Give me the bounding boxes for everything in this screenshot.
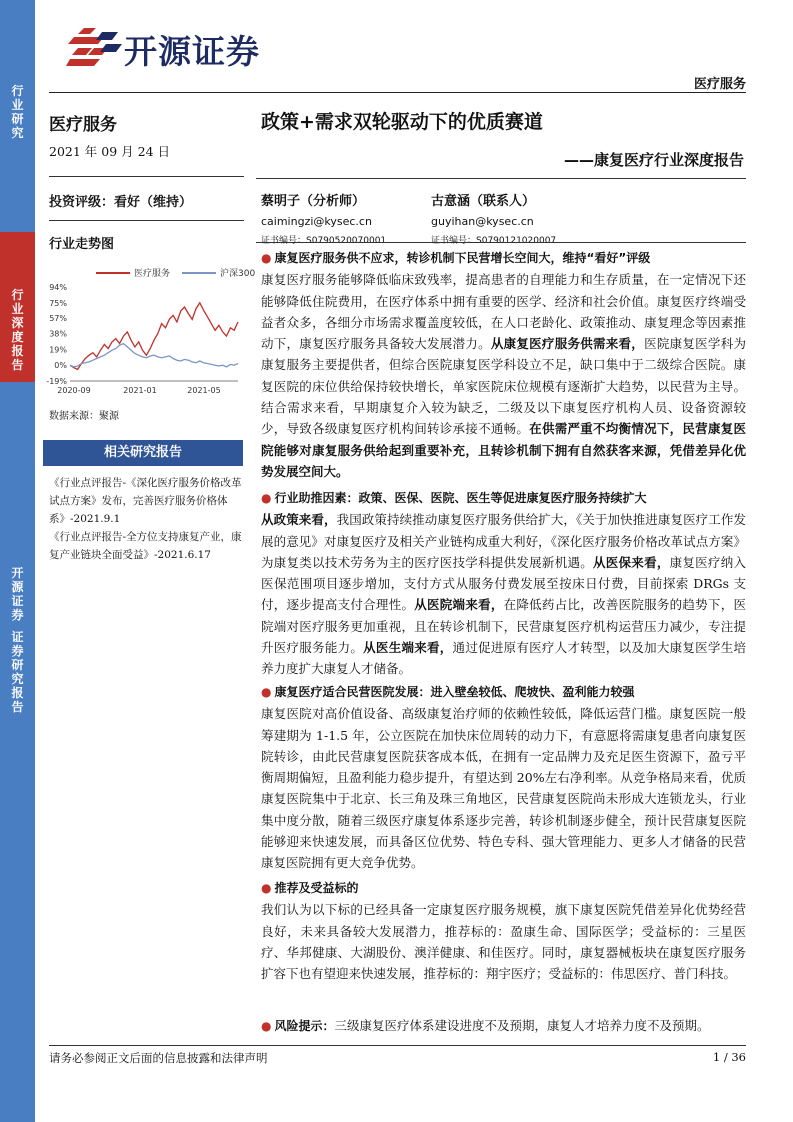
sidebar-char: 行 — [11, 84, 24, 98]
analyst-name: 蔡明子（分析师） — [261, 194, 366, 209]
section-4 — [261, 878, 746, 984]
sidebar-char: 证 — [11, 630, 24, 644]
sidebar-char: 行 — [11, 288, 24, 302]
section-heading-text: 行业助推因素：政策、医保、医院、医生等促进康复医疗服务持续扩大 — [274, 491, 647, 505]
sidebar-char: 告 — [11, 700, 24, 714]
x-tick-label: 2020-09 — [57, 386, 91, 395]
paragraph-text: 我们认为以下标的已经具备一定康复医疗服务规模，旗下康复医院凭借差异化优势经营良好，未来具备较大发展潜力，推荐标的：盈康生命、国际医学；受益标的：三星医疗、华邦健康、大湖股份、澳洋健康、和佳医疗。同时，康复器械板块在康复医疗服务扩容下也有望迎来快速发展，推荐标的：翔宇医疗；受益标的：伟思医疗、普门科技。 — [261, 902, 746, 982]
y-tick-label: -19% — [46, 377, 67, 386]
sidebar-tab-industry-research — [0, 84, 35, 140]
section-5 — [261, 1015, 746, 1037]
paragraph-bold-text: 从医院端来看， — [414, 597, 504, 613]
sidebar-char: 深 — [11, 316, 24, 330]
company-logo — [66, 24, 306, 71]
sidebar-char: 究 — [11, 126, 24, 140]
related-reports-list — [49, 474, 244, 564]
sidebar-char: 告 — [11, 358, 24, 372]
bullet-icon: ● — [261, 251, 272, 265]
section-heading-text: 推荐及受益标的 — [274, 881, 359, 895]
sidebar-char: 业 — [11, 302, 24, 316]
sidebar-char: 券 — [11, 644, 24, 658]
sidebar-char: 究 — [11, 672, 24, 686]
x-tick-label: 2021-01 — [123, 386, 157, 395]
legend-label: 医疗服务 — [134, 269, 171, 279]
logo-text: 开源证券 — [124, 32, 260, 71]
left-sidebar — [0, 0, 35, 1122]
paragraph-text: 康复医院对高价值设备、高级康复治疗师的依赖性较低，降低运营门槛。康复医院一般筹建期为 1-1.5 年，公立医院在加快床位周转的动力下，有意愿将需康复患者向康复医院转诊，由此民营康复医院获客成本低，在拥有一定品牌力及充足医生资源下，盈亏平衡周期偏短，且盈利能力稳步提升，有望达到 20%左右净利率。从竞争格局来看，优质康复医院集中于北京、长三角及珠三角地区，民营康复医院尚未形成大连锁龙头，行业集中度分散，随着三级医疗康复体系逐步完善，转诊机制逐步健全，预计民营康复医院能够迎来快速发展，而具备区位优势、特色专科、强大管理能力、更多人才储备的民营康复医院拥有更大竞争优势。 — [261, 706, 746, 871]
section-paragraph — [261, 509, 746, 679]
left-divider — [49, 176, 244, 177]
investment-rating: 投资评级：看好（维持） — [49, 195, 193, 210]
paragraph-bold-text: 在供需严重不均衡情况下，民营康复医院能够对康复服务供给起到重要补充，且转诊机制下拥有自然获客来源，凭借差异化优势发展空间大。 — [261, 421, 746, 479]
sidebar-char: 证 — [11, 594, 24, 608]
section-2 — [261, 488, 746, 680]
paragraph-text: 三级康复医疗体系建设进度不及预期，康复人才培养力度不及预期。 — [334, 1018, 710, 1033]
bullet-icon: ● — [261, 491, 272, 505]
paragraph-text: 我国政策持续推动康复医疗服务供给扩大，《关于加快推进康复医疗工作发展的意见》对康复医疗及相关产业链构成重大利好，《深化医疗服务价格改革试点方案》为康复类以技术劳务为主的医疗医技学科提供发展新机遇。 — [261, 512, 746, 570]
report-date: 2021 年 09 月 24 日 — [49, 144, 170, 159]
sidebar-char: 业 — [11, 98, 24, 112]
left-divider — [49, 220, 244, 221]
contact-cert: 证书编号：S0790121020007 — [431, 236, 557, 246]
header-section-label: 医疗服务 — [693, 77, 746, 92]
section-paragraph — [261, 269, 746, 482]
trend-chart — [40, 263, 256, 403]
x-tick-label: 2021-05 — [187, 386, 221, 395]
sidebar-char: 源 — [11, 580, 24, 594]
paragraph-bold-text: 从政策来看， — [261, 512, 337, 528]
report-subtitle: ——康复医疗行业深度报告 — [563, 151, 744, 169]
sidebar-char: 研 — [11, 658, 24, 672]
paragraph-bold-text: 从医保来看， — [593, 554, 670, 570]
contact-email[interactable]: guyihan@kysec.cn — [431, 215, 534, 228]
contact-block — [431, 190, 556, 246]
risk-line — [261, 1015, 746, 1037]
related-report-item[interactable]: 《行业点评报告-全方位支持康复产业，康复产业链块全面受益》-2021.6.17 — [49, 531, 242, 561]
section-heading — [261, 248, 746, 269]
sidebar-char: 开 — [11, 566, 24, 580]
paragraph-text: 康复医疗纳入医保范围项目逐步增加，支付方式从服务付费发展至按床日付费，目前探索 DRGs 支付，逐步提高支付合理性。 — [261, 554, 746, 613]
bullet-icon: ● — [261, 881, 272, 895]
section-heading — [261, 488, 746, 509]
sidebar-char: 报 — [11, 686, 24, 700]
paragraph-text: 通过促进原有医疗人才转型，以及加大康复医学生培养力度扩大康复人才储备。 — [261, 640, 746, 677]
analyst-cert: 证书编号：S0790520070001 — [261, 236, 387, 246]
sidebar-char: 度 — [11, 330, 24, 344]
data-source: 数据来源：聚源 — [49, 411, 119, 422]
paragraph-text: 医院康复医学科为康复服务主要提供者，但综合医院康复医学科设立不足，缺口集中于二级综合医院。康复医院的床位供给保持较快增长，单家医院床位规模有逐渐扩大趋势，以民营为主导。结合需求来看，早期康复介入较为缺乏，二级及以下康复医疗机构人员、设备资源较少，导致各级康复医疗机构间转诊承接不通畅。 — [261, 336, 746, 437]
paragraph-text: 在降低药占比，改善医院服务的趋势下，医院端对医疗服务更加重视，且在转诊机制下，民营康复医疗机构运营压力减少，专注提升医疗服务能力。 — [261, 597, 746, 656]
logo-mark-icon — [66, 24, 122, 68]
y-tick-label: 57% — [49, 313, 67, 323]
page-number: 1 / 36 — [712, 1050, 746, 1064]
sidebar-char: 研 — [11, 112, 24, 126]
y-tick-label: 19% — [49, 345, 67, 355]
report-title: 政策+需求双轮驱动下的优质赛道 — [261, 111, 543, 133]
analyst-email[interactable]: caimingzi@kysec.cn — [261, 215, 372, 228]
sidebar-tab-deep-report — [0, 232, 35, 382]
sidebar-tab-kysec — [0, 566, 35, 622]
related-report-item[interactable]: 《行业点评报告-《深化医疗服务价格改革试点方案》发布，完善医疗服务价格体系》-2021.9.1 — [49, 477, 242, 525]
paragraph-text: 康复医疗服务能够降低临床致残率，提高患者的自理能力和生存质量，在一定情况下还能够降低住院费用，在医疗体系中拥有重要的医学、经济和社会价值。康复医疗终端受益者众多，各细分市场需求覆盖度较低，在人口老龄化、政策推动、康复理念等因素推动下，康复医疗服务具备较大发展潜力。 — [261, 272, 746, 352]
section-paragraph — [261, 899, 746, 984]
sidebar-char: 报 — [11, 344, 24, 358]
y-tick-label: 38% — [49, 329, 67, 339]
body-divider — [256, 242, 746, 243]
bullet-icon: ● — [261, 685, 272, 699]
legend-label: 沪深300 — [220, 269, 256, 279]
y-tick-label: 75% — [49, 298, 67, 308]
section-heading — [261, 1019, 335, 1033]
title-divider — [256, 178, 746, 179]
bullet-icon: ● — [261, 1019, 272, 1033]
section-heading — [261, 682, 746, 703]
section-heading-text: 康复医疗服务供不应求，转诊机制下民营增长空间大，维持“看好”评级 — [274, 251, 651, 265]
trend-chart-title: 行业走势图 — [49, 237, 115, 252]
section-paragraph — [261, 703, 746, 873]
sector-name: 医疗服务 — [49, 115, 117, 135]
footer-divider — [49, 1045, 746, 1046]
section-1 — [261, 248, 746, 482]
header-divider — [49, 92, 746, 93]
section-3 — [261, 682, 746, 874]
section-heading — [261, 878, 746, 899]
footer-disclaimer: 请务必参阅正文后面的信息披露和法律声明 — [49, 1051, 268, 1065]
analyst-block — [261, 190, 386, 246]
section-heading-text: 风险提示： — [274, 1019, 335, 1033]
paragraph-bold-text: 从康复医疗服务供需来看， — [490, 336, 645, 352]
contact-name: 古意涵（联系人） — [431, 194, 536, 209]
related-reports-header: 相关研究报告 — [43, 440, 243, 466]
y-tick-label: 94% — [49, 283, 67, 292]
sidebar-char: 券 — [11, 608, 24, 622]
sidebar-tab-securities-research — [0, 630, 35, 714]
paragraph-bold-text: 从医生端来看， — [363, 640, 453, 656]
section-heading-text: 康复医疗适合民营医院发展：进入壁垒较低、爬坡快、盈利能力较强 — [274, 685, 635, 699]
y-tick-label: 0% — [54, 361, 67, 371]
